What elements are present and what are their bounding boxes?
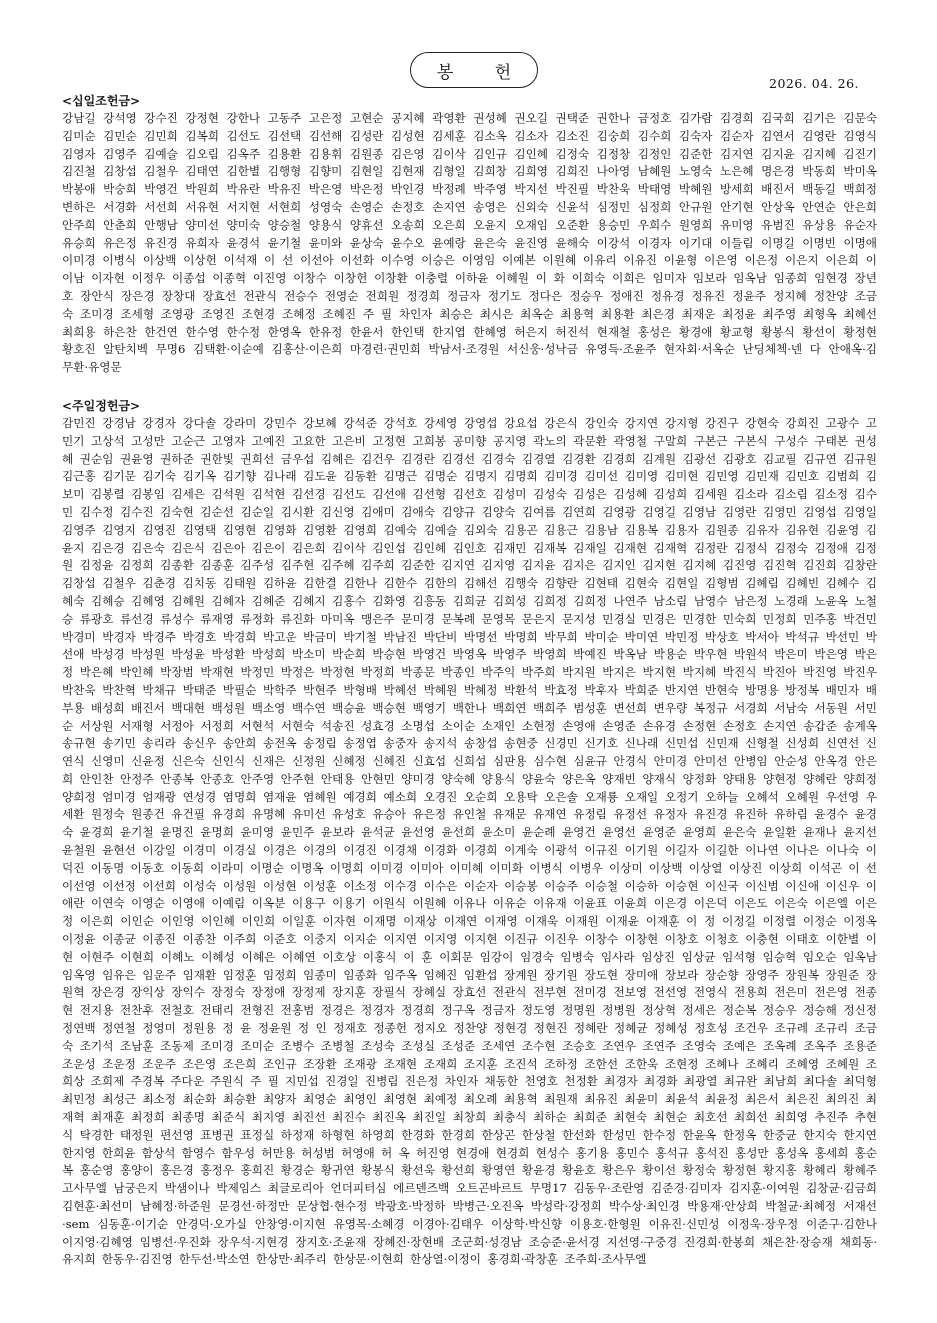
section-body-sunday: 감민진 강경남 강경자 강다솔 강라미 강민수 강보혜 강석준 강석호 강세영 강영섭 강요섭 강은식 강인숙 강지연 강지형 강진구 강현숙 강희진 고광수 고민기 고상석 고성만 고순근 고영자 고예진 고요한 고은비 고정현 고희봉 공미향 공지영 곽노의 곽문환 곽영철 구말희 구본근 구본식 구성수 구태본 권성혜 권순임 권윤영 권하준 권한빛 권희선 금우섭 김혜은 김건우 김경란 김경선 김경숙 김경열 김경환 김경희 김계원 김광선 김광호 김교필 김규연 김규원 김근홍 김기문 김기숙 김기옥 김기향 김나래 김도윤 김동환 김명근 김명순 김명지 김명희 김미경 김미선 김미영 김미현 김민영 김민재 김민호 김범희 김보미 김봉렬 김봉임 김세은 김석원 김석현 김선경 김선도 김선애 김선형 김선호 김성미 김성숙 김성은 김성혜 김성희 김세원 김소라 김소림 김소정 김수민 김수정 김수진 김숙현 김순선 김순일 김시환 김신영 김애미 김애숙 김양규 김양숙 김여름 김연희 김영광 김영길 김영남 김영란 김영민 김영섭 김영일 김영주 김영지 김영진 김영택 김영현 김영화 김영환 김영희 김예숙 김예슬 김외숙 김용곤 김용근 김용남 김용복 김용자 김원종 김유자 김유현 김윤영 김윤지 김은경 김은숙 김은식 김은아 김은이 김은희 김이삭 김인섭 김인혜 김인호 김재민 김재복 김재일 김재현 김재혁 김정란 김정식 김정숙 김정애 김정원 김정윤 김정희 김종환 김종훈 김주성 김주현 김주혜 김주희 김준한 김지연 김지영 김지윤 김지은 김지인 김지현 김지혜 김진영 김진혁 김진희 김창란 김창섭 김철우 김춘경 김치동 김태원 김하윤 김한결 김한나 김한수 김한의 김해선 김행숙 김향란 김현태 김현숙 김현일 김형범 김혜림 김혜빈 김혜수 김혜숙 김혜승 김혜영 김혜원 김혜자 김혜준 김혜지 김홍수 김화영 김흥동 김희균 김희성 김희정 김희정 나연주 남소림 남영수 남은정 노경래 노윤옥 노철승 류광호 류선경 류성수 류재영 류정화 류진화 마미옥 맹은주 문미경 문복례 문영목 문은지 문지성 민경실 민경은 민경한 민숙희 민정희 민주홍 박건민 박경미 박경자 박경주 박경호 박경희 박고운 박금미 박기철 박남진 박단비 박명선 박명희 박무희 박미순 박미연 박민정 박상호 박서아 박석규 박선민 박선애 박성경 박성원 박성윤 박성환 박성희 박소미 박순희 박승현 박영건 박영옥 박영주 박영희 박예진 박옥남 박용순 박우현 박원석 박은미 박은영 박은정 박은혜 박인혜 박장범 박재현 박정민 박정은 박정현 박정희 박종문 박종인 박주익 박주희 박지원 박지은 박지현 박지혜 박진식 박진아 박진영 박진우 박찬욱 박찬혁 박채규 박태준 박필순 박학주 박현주 박형배 박혜선 박혜원 박혜정 박환석 박효정 박후자 박희준 반지연 반현숙 방명용 방정복 배민자 배부용 배성희 배진서 백대현 백성원 백소영 백수연 백승윤 백승현 백영기 백한나 백희연 백희주 범성훈 변선희 변우량 복정규 서경희 서남숙 서동원 서민순 서상원 서재형 서정아 서정희 서현석 서현숙 석송진 성효경 소명섭 소이순 소재인 소현정 손영애 손영준 손유경 손정현 손정호 손지연 송갑준 송계옥 송규현 송기민 송리라 송신우 송안희 송전옥 송정림 송정엽 송중자 송지석 송창섭 송현중 신경민 신기호 신나래 신민섭 신민재 신형철 신성희 신연선 신연식 신영미 신윤정 신은숙 신인식 신재은 신정원 신혜정 신혜진 신효섭 신희섭 심판용 심수현 심윤규 안경식 안미경 안미선 안병임 안순성 안옥경 안은희 안인찬 안정주 안종복 안종호 안주영 안주현 안태용 안현민 양미경 양숙혜 양용식 양윤숙 양은옥 양재빈 양재식 양정화 양태용 양현정 양혜란 양희정 양희정 엄미경 엄재광 연성경 염명희 염재윤 염혜원 예경희 예소희 오경진 오순희 오용탁 오은솔 오재룡 오재일 오정기 오하늘 오혜석 오혜원 우선영 우세환 원정숙 원종건 유건필 유경희 유명혜 유미선 유성호 유승아 유은정 유인철 유재문 유재연 유정림 유정선 유정자 유진경 유진하 유하림 윤경수 윤경숙 윤경희 윤기철 윤명진 윤명희 윤미영 윤민주 윤보라 윤석균 윤선영 윤선희 윤소미 윤순례 윤영건 윤영선 윤영준 윤영희 윤은숙 윤일환 윤재나 윤지선 윤철원 윤현선 이강일 이경미 이경실 이경은 이경의 이경진 이경채 이경화 이경희 이계숙 이광석 이규진 이기원 이길자 이길한 이나연 이나은 이나숙 이덕진 이동명 이동호 이동희 이라미 이명순 이명옥 이명희 이미경 이미아 이미혜 이미화 이병식 이병우 이상미 이상백 이상열 이상진 이상희 이석곤 이 선 이선영 이선정 이선희 이성숙 이성원 이성현 이성훈 이소정 이수경 이수은 이순자 이승봉 이승주 이승철 이승하 이승현 이신국 이신범 이신애 이신우 이애란 이연숙 이영순 이영애 이예림 이옥분 이용구 이용기 이원식 이원혜 이유나 이유순 이유재 이윤표 이윤희 이은경 이은덕 이은도 이은숙 이은엘 이은정 이은희 이인순 이인영 이인혜 이인희 이일훈 이자현 이재명 이재상 이재연 이재영 이재욱 이재원 이재윤 이재훈 이 정 이정길 이정렬 이정순 이정옥 이정윤 이종균 이종진 이종찬 이주희 이준호 이중지 이지순 이지연 이지영 이지현 이진규 이진우 이창수 이창현 이창호 이청호 이충현 이태호 이한별 이 현 이현주 이현희 이혜노 이혜성 이혜은 이혜연 이호상 이홍식 이 훈 이회문 임강이 임경숙 임병숙 임사라 임상진 임상균 임석형 임승혁 임오순 임옥남 임옥영 임유은 임운주 임재환 임정훈 임정희 임종미 임종화 임주옥 임혜진 임환섭 장계원 장기원 장도현 장미애 장보라 장순향 장영주 장원복 장원준 장원혁 장은경 장익상 장익수 장정숙 장정애 장정제 장지훈 장필식 장혜실 장효선 전관식 전부현 전미경 전보영 전선영 전영식 전용희 전은미 전은영 전종현 전지용 전찬후 전철호 전태리 전형진 전홍범 정경은 정경자 정경희 정구옥 정금자 정도영 정명원 정병원 정상혁 정세은 정순복 정승우 정승해 정신정 정연백 정연철 정영미 정원용 정 윤 정윤원 정 인 정재호 정종헌 정지오 정찬양 정현경 정현진 정혜란 정혜균 정혜성 정호성 조건우 조규레 조규리 조금숙 조기석 조남훈 조동제 조미경 조미순 조병수 조병철 조성숙 조성실 조성준 조세연 조수현 조승호 조연우 조연주 조영숙 조예은 조옥례 조옥주 조용준 조운성 조운정 조운주 조은영 조은희 조인규 조장환 조재광 조재현 조재희 조지훈 조진석 조하정 조한선 조한욱 조현정 조혜나 조혜리 조혜영 조혜원 조희상 조희제 주경복 주다운 주원식 주 필 지민섭 진경일 진병림 진은정 차인자 채동한 천영호 천정환 최경자 최경화 최광열 최규완 최남희 최다솔 최덕형 최민정 최성근 최소정 최순화 최승환 최양자 최영순 최영인 최영현 최예정 최오례 최용혁 최원재 최유진 최윤미 최윤석 최윤정 최은서 최은진 최의진 최재혁 최재훈 최정희 최종명 최준식 최지영 최진선 최진수 최진옥 최진일 최창희 최충식 최하순 최희준 최현숙 최현순 최호선 최희선 최희영 추진주 추현식 탁경한 태정원 편선영 표병권 표정실 하정재 하형현 하영희 한경화 한경희 한상곤 한상철 한선화 한성민 한수정 한윤옥 한정옥 한중균 한지숙 한지연 한지영 한희윤 함상석 함영수 함우성 허만용 허성범 허영애 허 옥 허진영 현경애 현경희 현성수 홍기용 홍민수 홍석규 홍석진 홍성만 홍성옥 홍세희 홍순복 홍순영 홍양이 홍은경 홍정우 홍희진 황경순 황귀연 황봉식 황선욱 황선희 황영연 황윤경 황윤호 황은우 황이선 황정숙 황정현 황지홍 황혜리 황혜주 고사무엘 남궁은지 박샘이나 박제임스 최글로리아 언더피터심 에르덴즈백 오트곤바르트 무명17 김동우·조란영 김준경·김미자 김지훈·이여원 김창균·김금희 김현훈·최선미 남혜정·하준원 문경선·하정만 문상협·현수정 박광호·박정하 박병근·오진옥 박성락·강정희 박수상·최인경 박용재·안상희 박철균·최혜정 서재선·sem 심동훈·이기순 안경덕·오가실 안창영·이지현 유영목·소혜경 이경아·김태우 이상학·박신향 이용호·한형원 이유진·신민성 이정욱·장우정 이준구·김한나 이지영·김혜영 임병선·우진화 장우석·지현경 장지호·조윤재 장혜진·장현배 조군희·성경남 조승준·윤서경 지선영·구중경 진경희·한봉희 채은찬·장승재 채희동·유지희 한동우·김진영 한두선·박소연 한상만·최주리 한상문·이현희 한상열·이정이 홍경희·곽창훈 조주희·조사무엘: [62, 415, 877, 1267]
section-tithe: [62, 92, 877, 377]
section-body-tithe: 강남길 강석영 강수진 강정현 강한나 고동주 고은정 고현순 공지혜 곽영환 권성혜 권오길 권택준 권한나 금정호 김가람 김경희 김국희 김기은 김문숙 김미순 김민순 김민희 김복희 김선도 김선택 김선해 김성란 김성현 김세훈 김소옥 김소자 김소진 김숭희 김수희 김숙자 김순자 김연서 김영란 김영식 김영자 김영주 김예슬 김오림 김옥주 김용환 김용휘 김원종 김은영 김이삭 김인규 김인혜 김정숙 김정창 김정인 김준한 김지연 김지윤 김지혜 김진기 김진철 김창섭 김철우 김태연 김한별 김행형 김향미 김현일 김현재 김형일 김희창 김희영 김희진 나아영 남혜원 노영숙 노은혜 명은경 박동희 박미옥 박봉애 박숭희 박영건 박원희 박유란 박유진 박은영 박은정 박인경 박정례 박주영 박지선 박진필 박찬욱 박태영 박혜원 방세희 배진서 백동길 백희정 변하은 서경화 서선희 서유현 서지현 서현희 성영숙 손영순 손정호 손지연 송영은 신외숙 신윤석 심정민 심정희 안규원 안기현 안상옥 안연순 안은희 안주희 안춘희 안행남 양미선 양미숙 양승철 양용식 양휴선 오송희 오은희 오윤지 오재임 오준환 용승민 우희수 원영희 유미영 유범진 유상용 유순자 유승희 유은정 유진경 유희자 윤경석 윤기철 윤미와 윤상숙 윤수오 윤예랑 윤은숙 윤진영 윤해숙 이강석 이경자 이기대 이들림 이명길 이명빈 이명애 이미경 이병식 이상백 이상헌 이석재 이 선 이선아 이선화 이수영 이승은 이영임 이예본 이원혜 이유리 이유진 이윤형 이은영 이은정 이은지 이은희 이이남 이자현 이정우 이종섭 이종혁 이진영 이창수 이창헌 이창환 이충렬 이하윤 이혜원 이 화 이희숙 이희은 임미자 임보라 임옥남 임종희 임현경 장년호 장안식 장은경 장창대 장효선 전관식 전승수 전영순 전희원 정경희 정금자 정기도 정다은 정승우 정애진 정유경 정유진 정윤주 정지혜 정찬양 조금숙 조미경 조세형 조영광 조영진 조현경 조혜정 조혜진 주 필 차인자 최승은 최시은 최옥순 최용혁 최용환 최은경 최재운 최정윤 최주영 최형옥 최혜선 최희용 하은찬 한건연 한수영 한수정 한영옥 한유정 한윤서 한인택 한지엽 한혜영 허은지 허진석 현재철 홍성은 황경애 황교형 황봉식 황선이 황정현 황호진 알탄치벡 무명6 김택환·이순예 김홍산·이은희 마경련·권민희 박남서·조경원 서신웅·성낙금 유영득·조윤주 현자회·서옥순 난딩체첵·넨 다 안애옥·김무환·유영문: [62, 111, 877, 375]
section-spacer: [62, 383, 877, 397]
section-title-tithe: <십일조헌금>: [62, 94, 141, 108]
section-title-sunday: <주일정헌금>: [62, 398, 141, 413]
header: [0, 28, 937, 91]
offering-list: [62, 92, 877, 1275]
page-title: 봉 헌: [410, 52, 538, 88]
section-sunday: [62, 397, 877, 1269]
date-label: 2026. 04. 26.: [769, 76, 859, 91]
